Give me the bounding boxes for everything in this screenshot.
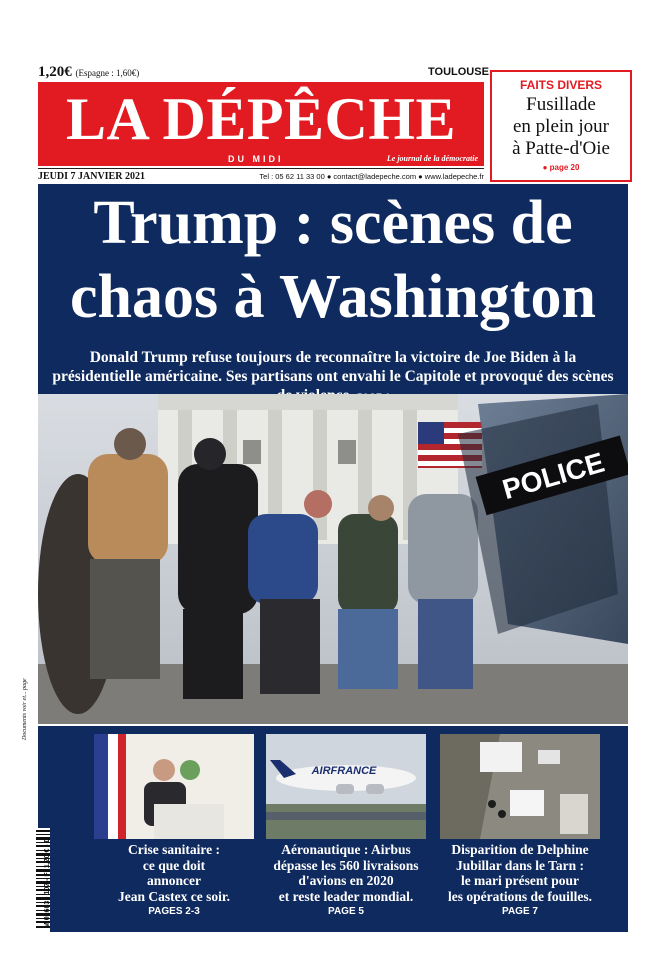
edition-city: TOULOUSE: [428, 66, 489, 78]
castex-photo[interactable]: [94, 734, 254, 839]
masthead: [38, 82, 484, 166]
masthead-subtitle: DU MIDI: [228, 154, 284, 164]
story-caption-line: et reste leader mondial.: [278, 888, 414, 904]
price-label: [38, 64, 139, 81]
story-caption-line: annoncer: [147, 873, 201, 888]
story-page-ref: PAGE 5: [328, 906, 364, 917]
issue-date: JEUDI 7 JANVIER 2021: [38, 170, 145, 182]
info-line: [38, 168, 484, 183]
price-spain: (Espagne : 1,60€): [75, 68, 140, 78]
teaser-title-line: à Patte-d'Oie: [512, 138, 610, 159]
riot-photo-illustration: [38, 394, 628, 724]
teaser-box[interactable]: [490, 70, 632, 182]
teaser-title-line: en plein jour: [512, 116, 610, 137]
airbus-photo[interactable]: [266, 734, 426, 839]
story-caption-line: d'avions en 2020: [298, 873, 394, 888]
contact-info: Tel : 05 62 11 33 00 ● contact@ladepeche.com ● www.ladepeche.fr: [259, 171, 484, 181]
story-caption-line: ce que doit: [142, 857, 206, 873]
story-caption-line: Crise sanitaire :: [128, 842, 220, 857]
jubillar-photo[interactable]: [440, 734, 600, 839]
newspaper-logo: LA DÉPÊCHE: [65, 86, 457, 152]
teaser-page-ref: ● page 20: [542, 163, 580, 172]
capitol-riot-photo: [38, 394, 628, 724]
story-page-ref: PAGE 7: [502, 906, 538, 917]
headline-line: Trump : scènes de: [93, 189, 573, 257]
story-caption-line: Jubillar dans le Tarn :: [455, 857, 585, 873]
bottom-stories: [38, 726, 628, 932]
airbus-illustration: [266, 734, 426, 839]
police-shield-text: POLICE: [498, 446, 608, 506]
photo-credit: Documents voir et... page: [22, 678, 28, 740]
barcode-number: M 02603 - 107 - F: 1,20 € - D: [44, 837, 51, 928]
teaser-title: [492, 94, 630, 160]
story-caption-line: le mari présent pour: [460, 873, 580, 888]
plane-livery-text: AIRFRANCE: [311, 765, 377, 777]
standfirst-text: Donald Trump refuse toujours de reconnaître la victoire de Joe Biden à la présidentielle américaine. Ses partisans ont envahi le Capitole et provoqué des scènes: [52, 349, 614, 385]
price-main: 1,20€: [38, 64, 72, 80]
teaser-title-line: Fusillade: [526, 94, 596, 115]
headline-line: chaos à Washington: [69, 263, 597, 331]
story-caption[interactable]: [256, 842, 436, 920]
story-caption-line: dépasse les 560 livraisons: [273, 857, 419, 873]
story-caption[interactable]: [430, 842, 610, 920]
story-caption-line: Jean Castex ce soir.: [118, 888, 230, 904]
jubillar-illustration: [440, 734, 600, 839]
story-caption[interactable]: [84, 842, 264, 920]
story-caption-line: les opérations de fouilles.: [448, 888, 592, 904]
story-caption-line: Aéronautique : Airbus: [281, 842, 411, 857]
teaser-kicker: FAITS DIVERS: [519, 78, 602, 92]
lead-headline: [38, 186, 628, 334]
story-page-ref: PAGES 2-3: [148, 906, 200, 917]
masthead-slogan: Le journal de la démocratie: [386, 154, 478, 163]
lead-story[interactable]: [38, 184, 628, 724]
castex-illustration: [94, 734, 254, 839]
story-caption-line: Disparition de Delphine: [451, 842, 589, 857]
